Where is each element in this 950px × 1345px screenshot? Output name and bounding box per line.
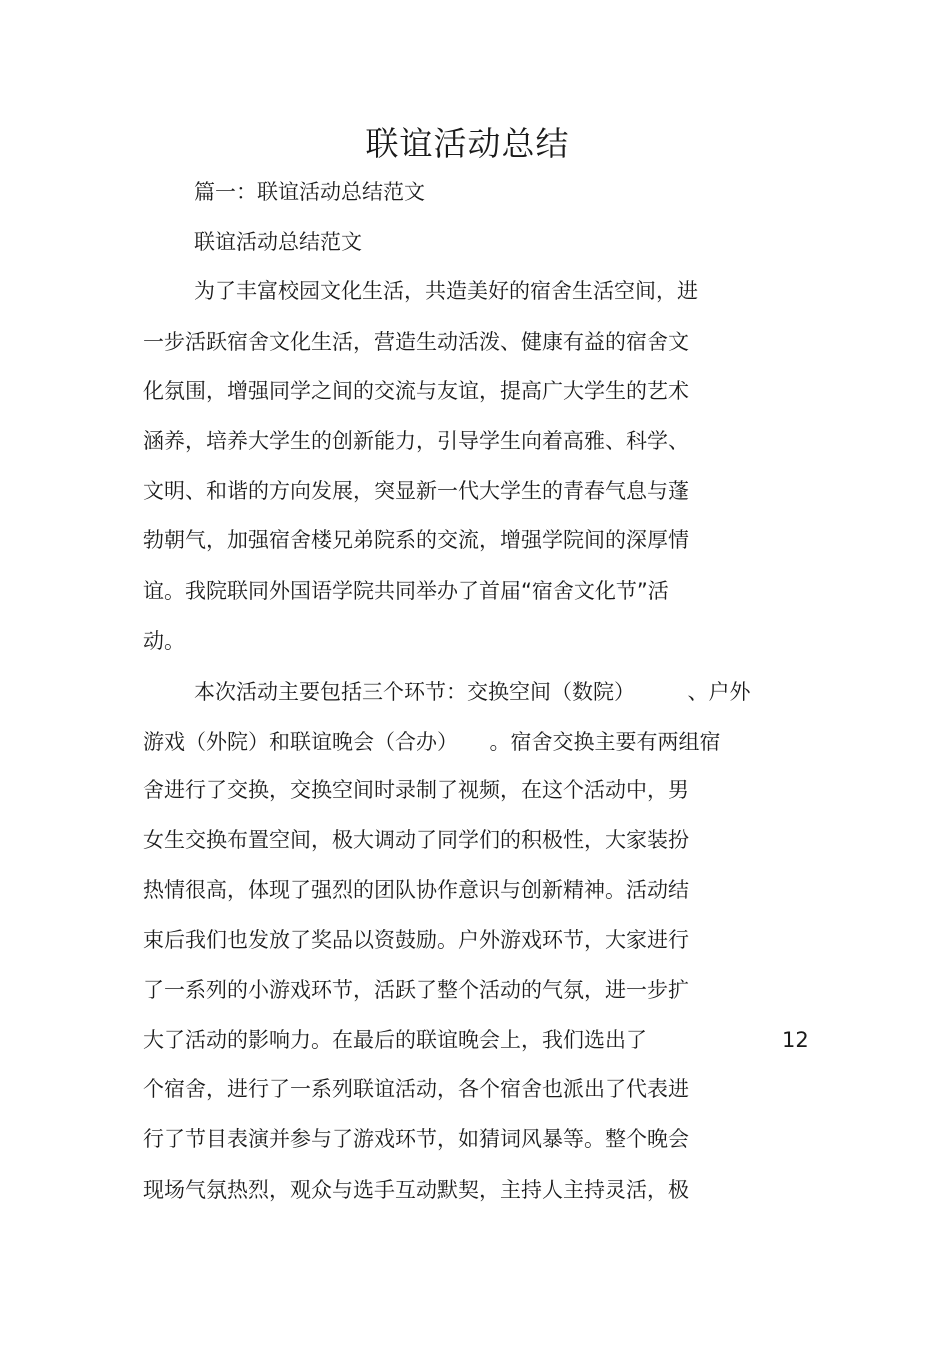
paragraph-line: 大了活动的影响力。在最后的联谊晚会上，我们选出了 <box>143 1028 647 1052</box>
paragraph-line: 一步活跃宿舍文化生活，营造生动活泼、健康有益的宿舍文 <box>143 330 689 354</box>
document-title: 联谊活动总结 <box>365 124 570 163</box>
paragraph-line: 舍进行了交换，交换空间时录制了视频，在这个活动中，男 <box>143 778 689 802</box>
paragraph-line: 行了节目表演并参与了游戏环节，如猜词风暴等。整个晚会 <box>143 1127 689 1151</box>
paragraph-line: 勃朝气，加强宿舍楼兄弟院系的交流，增强学院间的深厚情 <box>143 528 689 552</box>
paragraph-line: 动。 <box>143 629 185 653</box>
number-twelve: 12 <box>782 1028 809 1052</box>
paragraph-line: 热情很高，体现了强烈的团队协作意识与创新精神。活动结 <box>143 878 689 902</box>
subheading: 联谊活动总结范文 <box>194 230 362 254</box>
paragraph-line: 涵养，培养大学生的创新能力，引导学生向着高雅、科学、 <box>143 429 689 453</box>
paragraph-line: 了一系列的小游戏环节，活跃了整个活动的气氛，进一步扩 <box>143 978 689 1002</box>
paragraph-line: 个宿舍，进行了一系列联谊活动，各个宿舍也派出了代表进 <box>143 1077 689 1101</box>
paragraph-line: 现场气氛热烈，观众与选手互动默契，主持人主持灵活，极 <box>143 1178 689 1202</box>
paragraph-line: 为了丰富校园文化生活，共造美好的宿舍生活空间，进 <box>194 279 698 303</box>
paragraph-line: 文明、和谐的方向发展，突显新一代大学生的青春气息与蓬 <box>143 479 689 503</box>
paragraph-line: 游戏（外院）和联谊晚会（合办） 。宿舍交换主要有两组宿 <box>143 730 721 754</box>
paragraph-line: 本次活动主要包括三个环节：交换空间（数院） 、户外 <box>194 680 751 704</box>
section-heading: 篇一：联谊活动总结范文 <box>194 180 425 204</box>
paragraph-line: 女生交换布置空间，极大调动了同学们的积极性，大家装扮 <box>143 828 689 852</box>
paragraph-line: 束后我们也发放了奖品以资鼓励。户外游戏环节，大家进行 <box>143 928 689 952</box>
paragraph-line: 谊。我院联同外国语学院共同举办了首届“宿舍文化节”活 <box>143 579 669 603</box>
paragraph-line: 化氛围，增强同学之间的交流与友谊，提高广大学生的艺术 <box>143 379 689 403</box>
